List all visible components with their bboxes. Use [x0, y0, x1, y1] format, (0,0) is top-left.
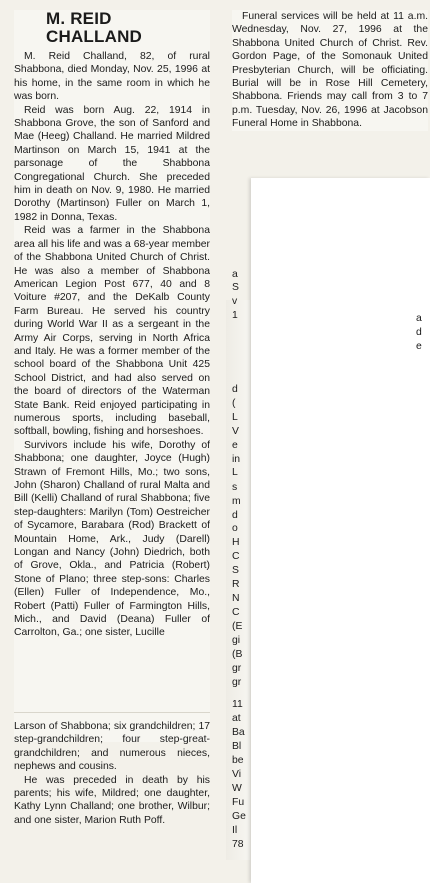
- cut-fragment: S: [232, 282, 239, 293]
- cut-fragment: d: [232, 510, 238, 521]
- cut-fragment: o: [232, 523, 238, 534]
- cut-fragment: s: [232, 482, 238, 493]
- paragraph-birth-marriage: Reid was born Aug. 22, 1914 in Shabbona Grove, the son of Sanford and Mae (Heeg) Challand. He married Mildred Martinson on March 15, 1941 at the parsonage of the Shabbona Congregational Church. She preceded him in death on Nov. 9, 1980. He married Dorothy (Martinson) Fuller on March 1, 1982 in Donna, Texas.: [14, 104, 210, 223]
- cut-fragment: V: [232, 426, 239, 437]
- edge-fragment: e: [416, 341, 422, 352]
- cut-fragment: Vi: [232, 769, 242, 780]
- paragraph-career: Reid was a farmer in the Shabbona area all his life and was a 68-year member of the Shabbona United Church of Christ. He was also a member of Shabbona American Legion Post 677, 40 and 8 Voiture #207, and the DeKalb County Farm Bureau. He served his country during World War II as a sergeant in the Army Air Corps, serving in North Africa and Italy. He was a former member of the school board of the Shabbona Unit 425 School District, and had also served on the board of directors of the Waterman State Bank. Reid enjoyed participating in numerous sports, including baseball, softball, bowling, fishing and horseshoes.: [14, 225, 210, 438]
- cut-fragment: W: [232, 783, 242, 794]
- cut-fragment: at: [232, 713, 241, 724]
- cut-fragment: be: [232, 755, 244, 766]
- obituary-right-column: [232, 10, 428, 131]
- cut-fragment: a: [232, 269, 238, 280]
- cut-fragment: Ba: [232, 727, 245, 738]
- clipping-paste-seam: [14, 712, 210, 717]
- obituary-left-column: [14, 10, 210, 742]
- edge-fragment: a: [416, 313, 422, 324]
- cut-fragment: Fu: [232, 797, 245, 808]
- cut-fragment: N: [232, 593, 240, 604]
- cut-fragment: m: [232, 496, 241, 507]
- cut-fragment: 1: [232, 310, 238, 321]
- cut-fragment: gr: [232, 677, 242, 688]
- edge-fragment: d: [416, 327, 422, 338]
- cut-fragment: in: [232, 454, 241, 465]
- cut-fragment: d: [232, 384, 238, 395]
- cut-fragment: gr: [232, 663, 242, 674]
- cut-fragment: (E: [232, 621, 243, 632]
- obituary-headline: M. REID CHALLAND: [46, 9, 143, 46]
- cut-fragment: C: [232, 607, 240, 618]
- paragraph-survivors: Survivors include his wife, Dorothy of Shabbona; one daughter, Joyce (Hugh) Strawn of Fremont Hills, Mo.; two sons, John (Sharon) Challand of rural Malta and Bill (Kelli) Challand of rural Shabbona; five step-daughters: Marilyn (Tom) Oestreicher of Sycamore, Barabara (Rod) Brackett of Mountain Home, Ark., Judy (Darell) Longan and Nancy (John) Diedrich, both of Grove, Okla., and Patricia (Robert) Stone of Plano; three step-sons: Charles (Ellen) Fuller of Independence, Mo., Robert (Patti) Fuller of Farmington Hills, Mich., and David (Deana) Fuller of Carrolton, Ga.; one sister, Lucille: [14, 439, 210, 639]
- cut-fragment: (B: [232, 649, 243, 660]
- cut-fragment: e: [232, 440, 238, 451]
- cut-fragment: v: [232, 296, 238, 307]
- cut-fragment: L: [232, 412, 238, 423]
- cut-fragment: L: [232, 467, 238, 478]
- paragraph-death: M. Reid Challand, 82, of rural Shabbona, died Monday, Nov. 25, 1996 at his home, in the same room in which he was born.: [14, 51, 210, 103]
- cut-fragment: gi: [232, 635, 241, 646]
- cut-fragment: Bl: [232, 741, 242, 752]
- cut-fragment: (: [232, 398, 236, 409]
- cut-fragment: 78: [232, 839, 244, 850]
- cut-fragment: C: [232, 551, 240, 562]
- cut-fragment: Il: [232, 825, 238, 836]
- cut-fragment: 11: [232, 699, 243, 710]
- cut-fragment: Ge: [232, 811, 246, 822]
- paragraph-survivors-continued: Larson of Shabbona; six grandchildren; 17 step-grandchildren; four step-great-grandchildren; and numerous nieces, nephews and cousins.: [14, 721, 210, 773]
- obituary-continuation: [14, 720, 210, 827]
- paragraph-preceded: He was preceded in death by his parents; his wife, Mildred; one daughter, Kathy Lynn Challand; one brother, Wilbur; and one sister, Marion Ruth Poff.: [14, 774, 210, 826]
- white-paper-overlay: [251, 178, 430, 883]
- obituary-main-text: [14, 50, 210, 742]
- paragraph-funeral-services: Funeral services will be held at 11 a.m. Wednesday, Nov. 27, 1996 at the Shabbona United Church of Christ. Rev. Gordon Page, of the Somonauk United Presbyterian Church, will be officiating. Burial will be in Rose Hill Cemetery, Shabbona. Friends may call from 3 to 7 p.m. Tuesday, Nov. 26, 1996 at Jacobson Funeral Home in Shabbona.: [232, 11, 428, 130]
- cut-fragment: R: [232, 579, 240, 590]
- cut-fragment: H: [232, 537, 240, 548]
- cut-fragment: S: [232, 565, 239, 576]
